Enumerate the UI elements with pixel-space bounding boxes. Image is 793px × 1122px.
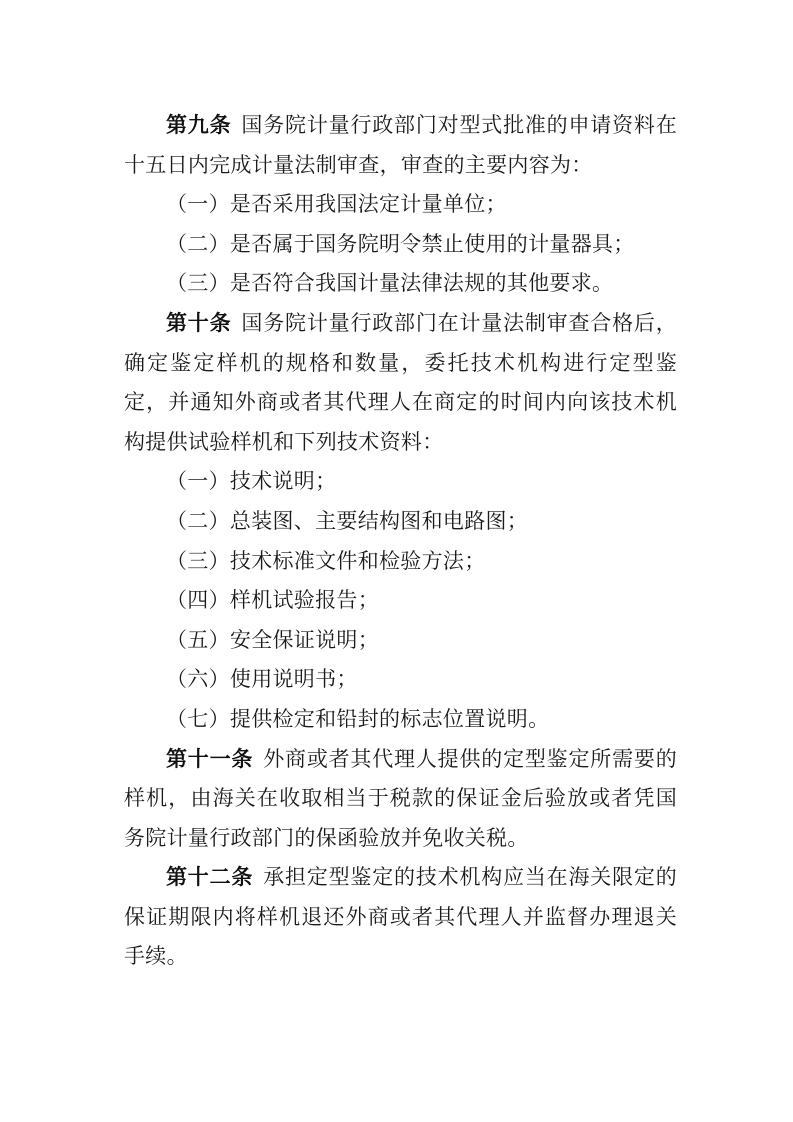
article-10-item: （二）总装图、主要结构图和电路图； [166,508,529,533]
article-10-item: （七）提供检定和铅封的标志位置说明。 [166,706,550,731]
article-10-item: （一）技术说明； [166,469,337,494]
article-9-item: （一）是否采用我国法定计量单位； [166,192,507,217]
article-11-heading: 第十一条 [166,746,254,771]
article-9-text: 国务院计量行政部门对型式批准的申请资料在十五日内完成计量法制审查，审查的主要内容为： [124,113,678,177]
article-10-item: （五）安全保证说明； [166,627,379,652]
article-10-heading: 第十条 [166,310,232,335]
document-body [124,106,677,977]
article-10-item: （三）技术标准文件和检验方法； [166,548,486,573]
article-11-paragraph [124,740,677,859]
article-9-item: （三）是否符合我国计量法律法规的其他要求。 [166,271,614,296]
article-9-heading: 第九条 [166,113,232,137]
article-12-heading: 第十二条 [166,865,254,890]
article-10-item: （六）使用说明书； [166,667,358,692]
article-10-item: （四）样机试验报告； [166,588,379,613]
article-9-paragraph [124,106,677,185]
article-10-text: 国务院计量行政部门在计量法制审查合格后，确定鉴定样机的规格和数量，委托技术机构进行定型鉴定，并通知外商或者其代理人在商定的时间内向该技术机构提供试验样机和下列技术资料： [124,310,678,454]
article-12-text: 承担定型鉴定的技术机构应当在海关限定的保证期限内将样机退还外商或者其代理人并监督办理退关手续。 [124,865,677,969]
article-9-item: （二）是否属于国务院明令禁止使用的计量器具； [166,231,635,256]
article-10-paragraph [124,304,677,462]
article-11-text: 外商或者其代理人提供的定型鉴定所需要的样机，由海关在收取相当于税款的保证金后验放或者凭国务院计量行政部门的保函验放并免收关税。 [124,746,677,850]
article-12-paragraph [124,858,677,977]
